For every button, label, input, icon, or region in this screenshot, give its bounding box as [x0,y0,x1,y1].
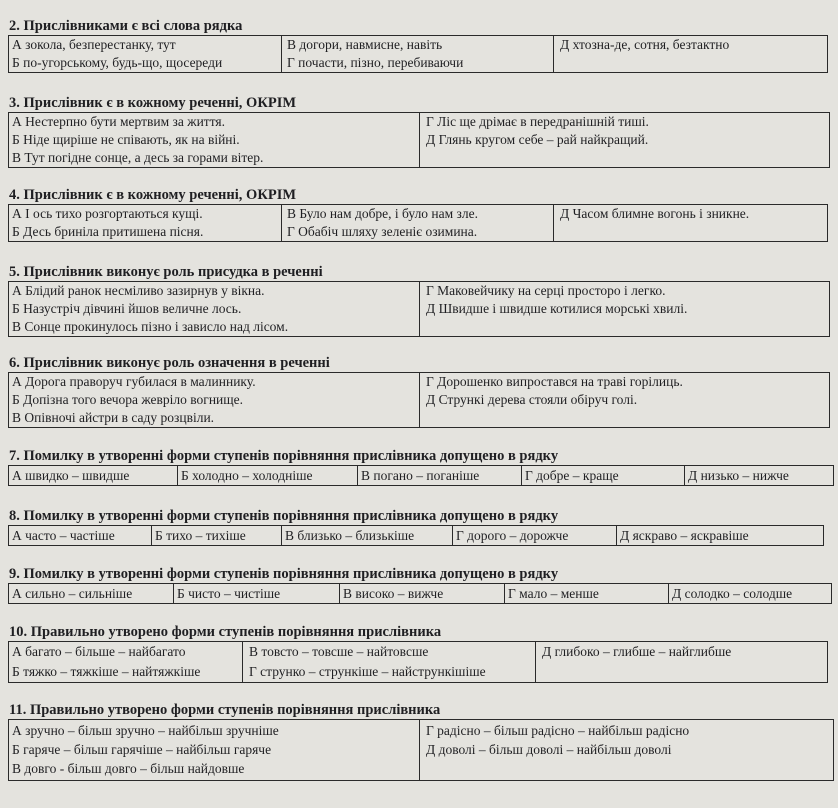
option-g[interactable]: Г Обабіч шляху зеленіє озимина. [287,224,478,239]
option-v[interactable]: В Опівночі айстри в саду розцвіли. [12,410,215,425]
option-d[interactable]: Д солодко – солодше [668,584,792,603]
option-a[interactable]: А сильно – сильніше [12,586,133,601]
option-g[interactable]: Г мало – менше [504,584,599,603]
question-title: 8. Помилку в утворенні форми ступенів порівняння прислівника допущено в рядку [8,508,824,526]
question-title: 3. Прислівник є в кожному реченні, ОКРІМ [8,95,830,113]
option-v[interactable]: В близько – близькіше [281,526,414,545]
option-a[interactable]: А Блідий ранок несміливо зазирнув у вікна. [12,283,265,298]
option-a[interactable]: А швидко – швидше [12,468,130,483]
option-a[interactable]: А багато – більше – найбагато [12,644,186,659]
option-d[interactable]: Д яскраво – яскравіше [616,526,749,545]
option-d[interactable]: Д Стрункі дерева стояли обіруч голі. [426,392,638,407]
option-a[interactable]: А зручно – більш зручно – найбільш зручніше [12,723,279,738]
option-a[interactable]: А І ось тихо розгортаються кущі. [12,206,203,221]
option-v[interactable]: В догори, навмисне, навіть [287,37,443,52]
options-table [8,373,830,428]
option-b[interactable]: Б по-угорському, будь-що, щосереди [12,55,223,70]
question-title: 4. Прислівник є в кожному реченні, ОКРІМ [8,187,828,205]
question-11 [8,702,834,781]
option-b[interactable]: Б тихо – тихіше [151,526,246,545]
option-g[interactable]: Г радісно – більш радісно – найбільш радісно [426,723,690,738]
option-b[interactable]: Б Допізна того вечора жевріло вогнище. [12,392,244,407]
option-d[interactable]: Д низько – нижче [684,466,789,485]
option-v[interactable]: В довго - більш довго – більш найдовше [12,761,245,776]
option-a[interactable]: А зокола, безперестанку, тут [12,37,176,52]
options-table [8,282,830,337]
options-table [8,642,828,683]
options-table [8,720,834,781]
options-table [8,113,830,168]
options-row [8,526,824,546]
option-g[interactable]: Г почасти, пізно, перебиваючи [287,55,464,70]
option-a[interactable]: А Нестерпно бути мертвим за життя. [12,114,225,129]
option-v[interactable]: В Сонце прокинулось пізно і зависло над лісом. [12,319,289,334]
options-table [8,36,828,73]
question-title: 2. Прислівниками є всі слова рядка [8,18,828,36]
option-v[interactable]: В товсто – товсше – найтовсше [249,644,429,659]
option-v[interactable]: В погано – поганіше [357,466,479,485]
question-6 [8,355,830,428]
option-g[interactable]: Г добре – краще [521,466,619,485]
option-b[interactable]: Б Ніде щиріше не співають, як на війні. [12,132,240,147]
question-7 [8,448,834,486]
question-3 [8,95,830,168]
option-g[interactable]: Г Маковейчику на серці просторо і легко. [426,283,666,298]
question-9 [8,566,832,604]
question-2 [8,18,828,73]
option-d[interactable]: Д Глянь кругом себе – рай найкращий. [426,132,649,147]
option-d[interactable]: Д глибоко – глибше – найглибше [542,644,732,659]
question-10 [8,624,828,683]
option-v[interactable]: В високо – вижче [339,584,443,603]
question-8 [8,508,824,546]
question-5 [8,264,830,337]
option-b[interactable]: Б тяжко – тяжкіше – найтяжкіше [12,664,201,679]
option-b[interactable]: Б гаряче – більш гарячіше – найбільш гаряче [12,742,272,757]
option-d[interactable]: Д хтозна-де, сотня, безтактно [560,37,730,52]
question-title: 5. Прислівник виконує роль присудка в реченні [8,264,830,282]
option-g[interactable]: Г Ліс ще дрімає в передранішній тиші. [426,114,649,129]
option-b[interactable]: Б Десь бриніла притишена пісня. [12,224,204,239]
question-4 [8,187,828,242]
option-g[interactable]: Г Дорошенко випростався на траві горілиць. [426,374,683,389]
option-a[interactable]: А Дорога праворуч губилася в малиннику. [12,374,256,389]
question-title: 11. Правильно утворено форми ступенів порівняння прислівника [8,702,834,720]
option-v[interactable]: В Було нам добре, і було нам зле. [287,206,478,221]
options-table [8,205,828,242]
options-row [8,584,832,604]
option-b[interactable]: Б холодно – холодніше [177,466,313,485]
option-g[interactable]: Г струнко – стрункіше – найстрункішіше [249,664,486,679]
option-b[interactable]: Б Назустріч дівчині йшов величне лось. [12,301,242,316]
option-d[interactable]: Д доволі – більш доволі – найбільш доволі [426,742,672,757]
question-title: 10. Правильно утворено форми ступенів порівняння прислівника [8,624,828,642]
question-title: 9. Помилку в утворенні форми ступенів порівняння прислівника допущено в рядку [8,566,832,584]
question-title: 7. Помилку в утворенні форми ступенів порівняння прислівника допущено в рядку [8,448,834,466]
option-a[interactable]: А часто – частіше [12,528,115,543]
option-v[interactable]: В Тут погідне сонце, а десь за горами вітер. [12,150,264,165]
option-d[interactable]: Д Швидше і швидше котилися морські хвилі. [426,301,688,316]
option-d[interactable]: Д Часом блимне вогонь і зникне. [560,206,750,221]
options-row [8,466,834,486]
option-b[interactable]: Б чисто – чистіше [173,584,280,603]
option-g[interactable]: Г дорого – дорожче [452,526,568,545]
question-title: 6. Прислівник виконує роль означення в реченні [8,355,830,373]
